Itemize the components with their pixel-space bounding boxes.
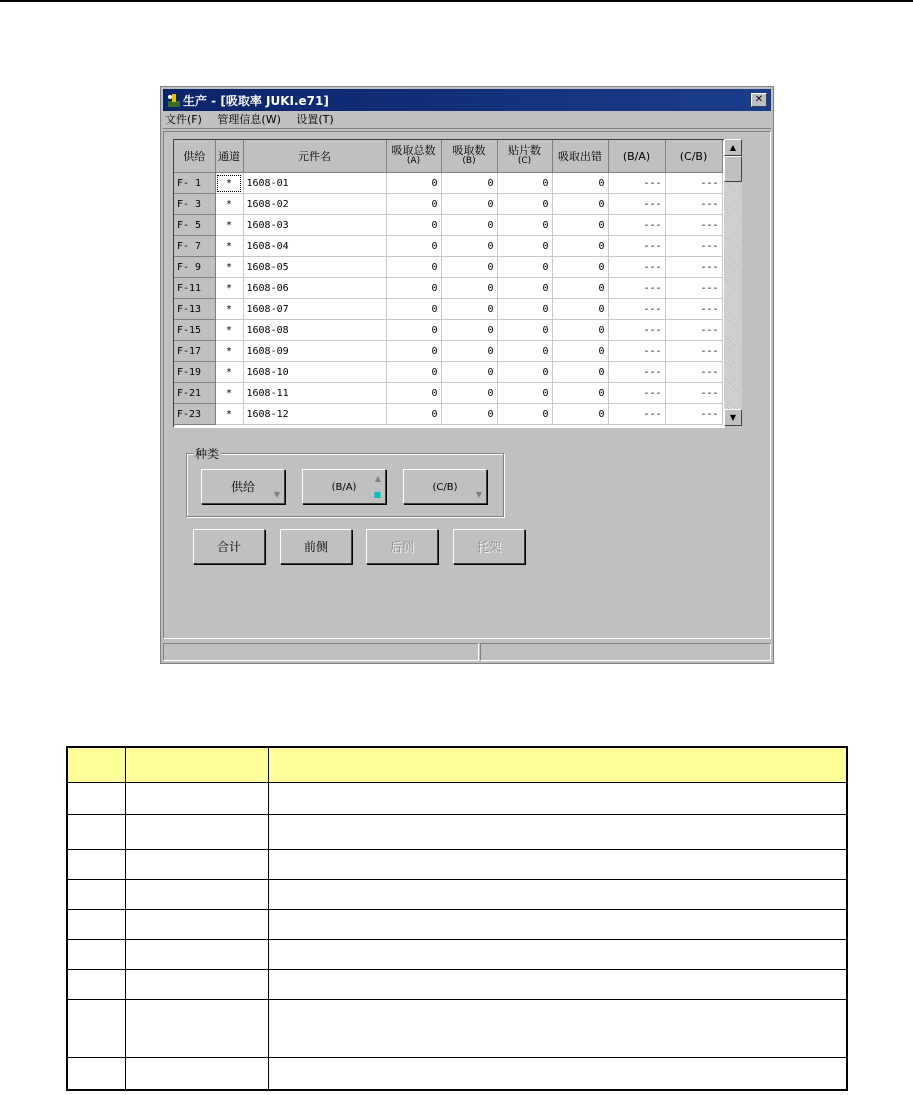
table-cell [269,850,848,880]
description-table [66,746,848,1091]
table-row[interactable] [174,404,722,425]
table-cell [269,815,848,850]
total-pickup-cell[interactable]: 0 [386,173,441,194]
table-row[interactable] [174,320,722,341]
mount-count-cell[interactable]: 0 [497,383,552,404]
table-row [67,1058,847,1090]
cb-ratio-cell[interactable]: --- [665,236,722,257]
ba-ratio-cell[interactable]: --- [608,404,665,425]
col-header-total-pickup[interactable] [386,140,441,173]
pickup-count-cell[interactable]: 0 [441,404,497,425]
table-cell [67,970,126,1000]
mount-count-cell[interactable]: 0 [497,257,552,278]
table-row[interactable] [174,236,722,257]
pickup-count-cell[interactable]: 0 [441,257,497,278]
part-name-cell[interactable]: 1608-01 [243,173,386,194]
table-cell [126,940,269,970]
table-row[interactable] [174,173,722,194]
part-name-cell[interactable]: 1608-05 [243,257,386,278]
pickup-error-cell[interactable]: 0 [552,257,608,278]
cb-ratio-cell[interactable]: --- [665,320,722,341]
header-label: 吸取出错 [558,149,602,163]
app-icon [166,92,182,108]
pickup-error-cell[interactable]: 0 [552,278,608,299]
mount-count-cell[interactable]: 0 [497,320,552,341]
part-name-cell[interactable]: 1608-07 [243,299,386,320]
sort-by-cb-button[interactable] [403,469,487,504]
pickup-count-cell[interactable]: 0 [441,320,497,341]
table-cell [269,1000,848,1058]
button-label: (B/A) [331,482,357,493]
total-pickup-cell[interactable]: 0 [386,383,441,404]
pickup-error-cell[interactable]: 0 [552,173,608,194]
table-cell [67,880,126,910]
table-row[interactable] [174,299,722,320]
tray-button: 托架 [453,529,525,564]
pickup-error-cell[interactable]: 0 [552,299,608,320]
part-name-cell[interactable]: 1608-11 [243,383,386,404]
pickup-count-cell[interactable]: 0 [441,341,497,362]
pickup-count-cell[interactable]: 0 [441,236,497,257]
part-name-cell[interactable]: 1608-08 [243,320,386,341]
table-cell [126,910,269,940]
part-name-cell[interactable]: 1608-06 [243,278,386,299]
lane-cell[interactable]: * [215,299,243,320]
feeder-cell[interactable]: F- 9 [174,257,215,278]
menu-bar [165,111,346,127]
table-cell [126,880,269,910]
menu-settings[interactable]: 设置(T) [296,113,334,126]
table-cell [126,783,269,815]
production-window [160,86,774,664]
status-pane-right [480,643,771,661]
cb-ratio-cell[interactable]: --- [665,173,722,194]
ba-ratio-cell[interactable]: --- [608,341,665,362]
scroll-up-icon[interactable]: ▲ [724,139,742,156]
pickup-rate-grid[interactable] [173,139,725,428]
pickup-error-cell[interactable]: 0 [552,383,608,404]
lane-cell[interactable]: * [215,194,243,215]
grid-table [174,140,723,425]
pickup-error-cell[interactable]: 0 [552,404,608,425]
cb-ratio-cell[interactable]: --- [665,362,722,383]
table-cell [126,1000,269,1058]
title-bar[interactable] [163,89,771,111]
header-label: (B/A) [622,149,651,163]
sort-by-ba-button[interactable] [302,469,386,504]
col-header-ba-ratio[interactable] [608,140,665,173]
menu-file[interactable]: 文件(F) [165,113,202,126]
sort-up-icon: ▲ [374,474,381,483]
part-name-cell[interactable]: 1608-02 [243,194,386,215]
mount-count-cell[interactable]: 0 [497,215,552,236]
ba-ratio-cell[interactable]: --- [608,299,665,320]
window-title: 生产 - [吸取率 JUKI.e71] [183,94,329,108]
cb-ratio-cell[interactable]: --- [665,194,722,215]
total-button[interactable]: 合计 [193,529,265,564]
status-pane-left [163,643,479,661]
lane-cell[interactable]: * [215,173,243,194]
pickup-count-cell[interactable]: 0 [441,362,497,383]
header-label: (C/B) [679,149,708,163]
ba-ratio-cell[interactable]: --- [608,236,665,257]
pickup-count-cell[interactable]: 0 [441,194,497,215]
total-pickup-cell[interactable]: 0 [386,236,441,257]
cb-ratio-cell[interactable]: --- [665,257,722,278]
total-pickup-cell[interactable]: 0 [386,404,441,425]
lane-cell[interactable]: * [215,257,243,278]
lane-cell[interactable]: * [215,320,243,341]
table-row[interactable] [174,278,722,299]
lane-cell[interactable]: * [215,236,243,257]
header-sublabel: (A) [406,156,421,166]
table-row [67,1000,847,1058]
feeder-cell[interactable]: F-19 [174,362,215,383]
pickup-count-cell[interactable]: 0 [441,383,497,404]
part-name-cell[interactable]: 1608-12 [243,404,386,425]
cb-ratio-cell[interactable]: --- [665,383,722,404]
cb-ratio-cell[interactable]: --- [665,299,722,320]
header-label: 吸取数 [452,144,486,157]
table-row [67,815,847,850]
table-cell [67,1000,126,1058]
ba-ratio-cell[interactable]: --- [608,278,665,299]
pickup-count-cell[interactable]: 0 [441,215,497,236]
ba-ratio-cell[interactable]: --- [608,173,665,194]
page-top-rule [0,0,913,2]
ba-ratio-cell[interactable]: --- [608,257,665,278]
col-header-pickup-count[interactable] [441,140,497,173]
pickup-count-cell[interactable]: 0 [441,173,497,194]
table-cell [269,940,848,970]
front-side-button[interactable]: 前侧 [280,529,352,564]
table-cell [269,783,848,815]
table-row [67,970,847,1000]
table-row[interactable] [174,215,722,236]
pickup-error-cell[interactable]: 0 [552,362,608,383]
table-cell [269,880,848,910]
lane-cell[interactable]: * [215,278,243,299]
mount-count-cell[interactable]: 0 [497,278,552,299]
feeder-cell[interactable]: F- 7 [174,236,215,257]
table-cell [269,970,848,1000]
total-pickup-cell[interactable]: 0 [386,362,441,383]
table-cell [269,1058,848,1090]
table-cell [67,1058,126,1090]
table-cell [67,910,126,940]
header-label: 贴片数 [508,144,541,157]
mount-count-cell[interactable]: 0 [497,173,552,194]
feeder-cell[interactable]: F- 3 [174,194,215,215]
lane-cell[interactable]: * [215,383,243,404]
lane-cell[interactable]: * [215,404,243,425]
mount-count-cell[interactable]: 0 [497,404,552,425]
rear-side-button: 后侧 [366,529,438,564]
table-cell [67,815,126,850]
table-row [67,783,847,815]
grid-body [174,173,722,425]
lane-cell[interactable]: * [215,215,243,236]
table-cell [126,815,269,850]
description-header-row [67,747,847,783]
sort-active-indicator-icon: ■ [373,490,381,499]
table-row[interactable] [174,257,722,278]
feeder-cell[interactable]: F-21 [174,383,215,404]
pickup-error-cell[interactable]: 0 [552,341,608,362]
table-row[interactable] [174,341,722,362]
table-row [67,850,847,880]
table-row[interactable] [174,194,722,215]
total-pickup-cell[interactable]: 0 [386,257,441,278]
pickup-error-cell[interactable]: 0 [552,236,608,257]
cb-ratio-cell[interactable]: --- [665,215,722,236]
table-cell [126,747,269,783]
scroll-down-icon[interactable]: ▼ [724,409,742,426]
mount-count-cell[interactable]: 0 [497,341,552,362]
total-pickup-cell[interactable]: 0 [386,215,441,236]
cb-ratio-cell[interactable]: --- [665,404,722,425]
sort-type-label: 种类 [195,447,220,461]
mount-count-cell[interactable]: 0 [497,299,552,320]
total-pickup-cell[interactable]: 0 [386,299,441,320]
pickup-count-cell[interactable]: 0 [441,299,497,320]
total-pickup-cell[interactable]: 0 [386,341,441,362]
part-name-cell[interactable]: 1608-10 [243,362,386,383]
table-cell [67,747,126,783]
col-header-part-name[interactable] [243,140,386,173]
feeder-cell[interactable]: F-17 [174,341,215,362]
pickup-error-cell[interactable]: 0 [552,194,608,215]
part-name-cell[interactable]: 1608-04 [243,236,386,257]
table-cell [126,850,269,880]
table-row [67,940,847,970]
pickup-error-cell[interactable]: 0 [552,320,608,341]
pickup-error-cell[interactable]: 0 [552,215,608,236]
col-header-cb-ratio[interactable] [665,140,722,173]
header-label: 通道 [218,149,240,163]
table-row[interactable] [174,362,722,383]
feeder-cell[interactable]: F-11 [174,278,215,299]
header-sublabel: (C) [517,156,532,166]
feeder-cell[interactable]: F- 1 [174,173,215,194]
table-row [67,880,847,910]
sort-down-icon: ▼ [475,490,482,499]
header-label: 吸取总数 [391,144,436,157]
table-cell [67,850,126,880]
ba-ratio-cell[interactable]: --- [608,362,665,383]
status-bar [163,643,771,661]
pickup-count-cell[interactable]: 0 [441,278,497,299]
header-sublabel: (B) [462,156,476,166]
menu-manage-info[interactable]: 管理信息(W) [217,113,281,126]
scroll-thumb[interactable] [724,156,742,182]
feeder-cell[interactable]: F-13 [174,299,215,320]
button-label: (C/B) [432,482,458,493]
feeder-cell[interactable]: F-23 [174,404,215,425]
table-cell [67,783,126,815]
col-header-feeder[interactable] [174,140,215,173]
ba-ratio-cell[interactable]: --- [608,194,665,215]
total-pickup-cell[interactable]: 0 [386,278,441,299]
part-name-cell[interactable]: 1608-09 [243,341,386,362]
ba-ratio-cell[interactable]: --- [608,215,665,236]
feeder-cell[interactable]: F-15 [174,320,215,341]
col-header-pickup-error[interactable] [552,140,608,173]
part-name-cell[interactable]: 1608-03 [243,215,386,236]
lane-cell[interactable]: * [215,362,243,383]
table-cell [67,940,126,970]
table-row [67,910,847,940]
sort-down-icon: ▼ [273,490,280,499]
table-cell [126,970,269,1000]
ba-ratio-cell[interactable]: --- [608,383,665,404]
close-button[interactable]: ✕ [751,93,767,107]
table-cell [269,910,848,940]
button-label: 供给 [230,480,255,494]
mount-count-cell[interactable]: 0 [497,236,552,257]
mount-count-cell[interactable]: 0 [497,362,552,383]
grid-header-row [174,140,722,173]
header-label: 元件名 [298,149,331,163]
total-pickup-cell[interactable]: 0 [386,194,441,215]
col-header-mount-count[interactable] [497,140,552,173]
mount-count-cell[interactable]: 0 [497,194,552,215]
col-header-lane[interactable] [215,140,243,173]
total-pickup-cell[interactable]: 0 [386,320,441,341]
table-cell [126,1058,269,1090]
cb-ratio-cell[interactable]: --- [665,278,722,299]
feeder-cell[interactable]: F- 5 [174,215,215,236]
table-cell [269,747,848,783]
ba-ratio-cell[interactable]: --- [608,320,665,341]
table-row[interactable] [174,383,722,404]
lane-cell[interactable]: * [215,341,243,362]
sort-by-feeder-button[interactable] [201,469,285,504]
header-label: 供给 [183,149,206,163]
vertical-scrollbar[interactable] [724,139,742,426]
cb-ratio-cell[interactable]: --- [665,341,722,362]
